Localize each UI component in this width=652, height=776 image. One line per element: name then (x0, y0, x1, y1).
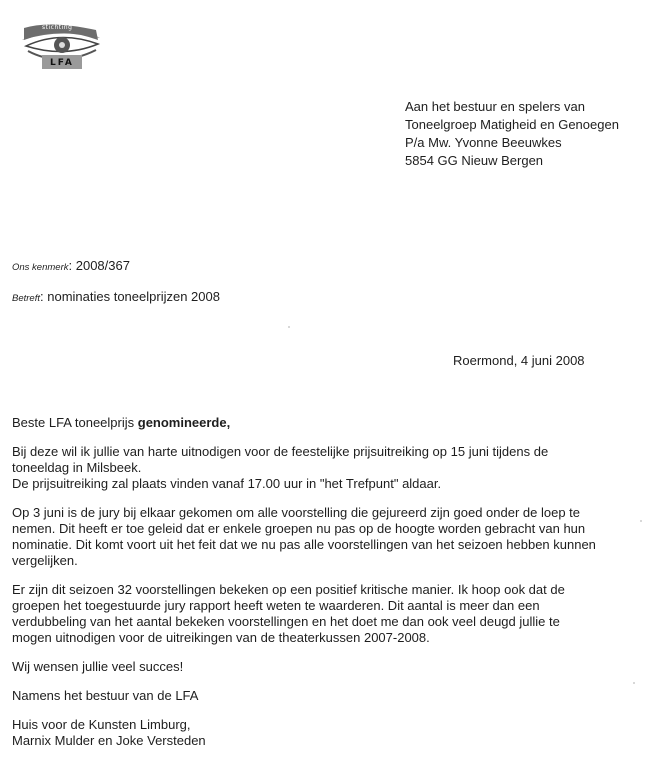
lfa-logo (20, 18, 102, 74)
paragraph-jury (12, 505, 624, 569)
letter-body (12, 415, 624, 749)
salutation (12, 415, 624, 431)
salutation-bold: genomineerde, (137, 415, 231, 430)
paragraph-line: Er zijn dit seizoen 32 voorstellingen bekeken op een positief kritische manier. Ik hoop ook dat de (12, 582, 565, 597)
paragraph-invitation (12, 444, 624, 492)
address-line: P/a Mw. Yvonne Beeuwkes (405, 135, 562, 150)
paragraph-line: toneeldag in Milsbeek. (12, 460, 142, 475)
signature-block (12, 717, 624, 749)
reference-betreft (12, 289, 220, 304)
paragraph-line: De prijsuitreiking zal plaats vinden vanaf 17.00 uur in "het Trefpunt" aldaar. (12, 476, 442, 491)
paragraph-line: groepen het toegestuurde jury rapport heeft weten te waarderen. Dit aantal is meer dan een (12, 598, 540, 613)
paragraph-line: vergelijken. (12, 553, 78, 568)
address-line: Aan het bestuur en spelers van (405, 99, 585, 114)
wish-line: Wij wensen jullie veel succes! (12, 659, 184, 674)
address-line: 5854 GG Nieuw Bergen (405, 153, 544, 168)
logo-stichting-text: stichting (42, 24, 73, 31)
kenmerk-label: Ons kenmerk (12, 262, 69, 273)
signature-line: Huis voor de Kunsten Limburg, (12, 717, 191, 732)
signature-line: Marnix Mulder en Joke Versteden (12, 733, 206, 748)
logo-lfa-text: LFA (50, 58, 74, 68)
kenmerk-value: 2008/367 (75, 258, 130, 273)
salutation-plain: Beste LFA toneelprijs (12, 415, 138, 430)
paragraph-line: Bij deze wil ik jullie van harte uitnodigen voor de feestelijke prijsuitreiking op 15 juni tijdens de (12, 444, 549, 459)
reference-kenmerk (12, 258, 130, 273)
paragraph-line: mogen uitnodigen voor de uitreikingen van de theaterkussen 2007-2008. (12, 630, 430, 645)
kenmerk-colon: : (68, 258, 76, 273)
paragraph-line: nemen. Dit heeft er toe geleid dat er enkele groepen nu pas op de hoogte worden gebracht van hun (12, 521, 586, 536)
scan-speck (640, 520, 642, 522)
scan-speck (633, 682, 635, 684)
scan-speck (288, 326, 290, 328)
betreft-label: Betreft (12, 293, 40, 304)
betreft-colon: : (40, 289, 48, 304)
recipient-address (405, 98, 619, 170)
address-line: Toneelgroep Matigheid en Genoegen (405, 117, 619, 132)
letter-date: Roermond, 4 juni 2008 (453, 353, 585, 368)
paragraph-line: nominatie. Dit komt voort uit het feit dat we nu pas alle voorstellingen van het seizoen hebben kunnen (12, 537, 596, 552)
paragraph-line: Op 3 juni is de jury bij elkaar gekomen om alle voorstelling die gejureerd zijn goed onder de loep te (12, 505, 581, 520)
paragraph-line: verdubbeling van het aantal bekeken voorstellingen en het doet me dan ook veel deugd jullie te (12, 614, 560, 629)
betreft-value: nominaties toneelprijzen 2008 (47, 289, 220, 304)
regards-line: Namens het bestuur van de LFA (12, 688, 199, 703)
paragraph-season (12, 582, 624, 646)
